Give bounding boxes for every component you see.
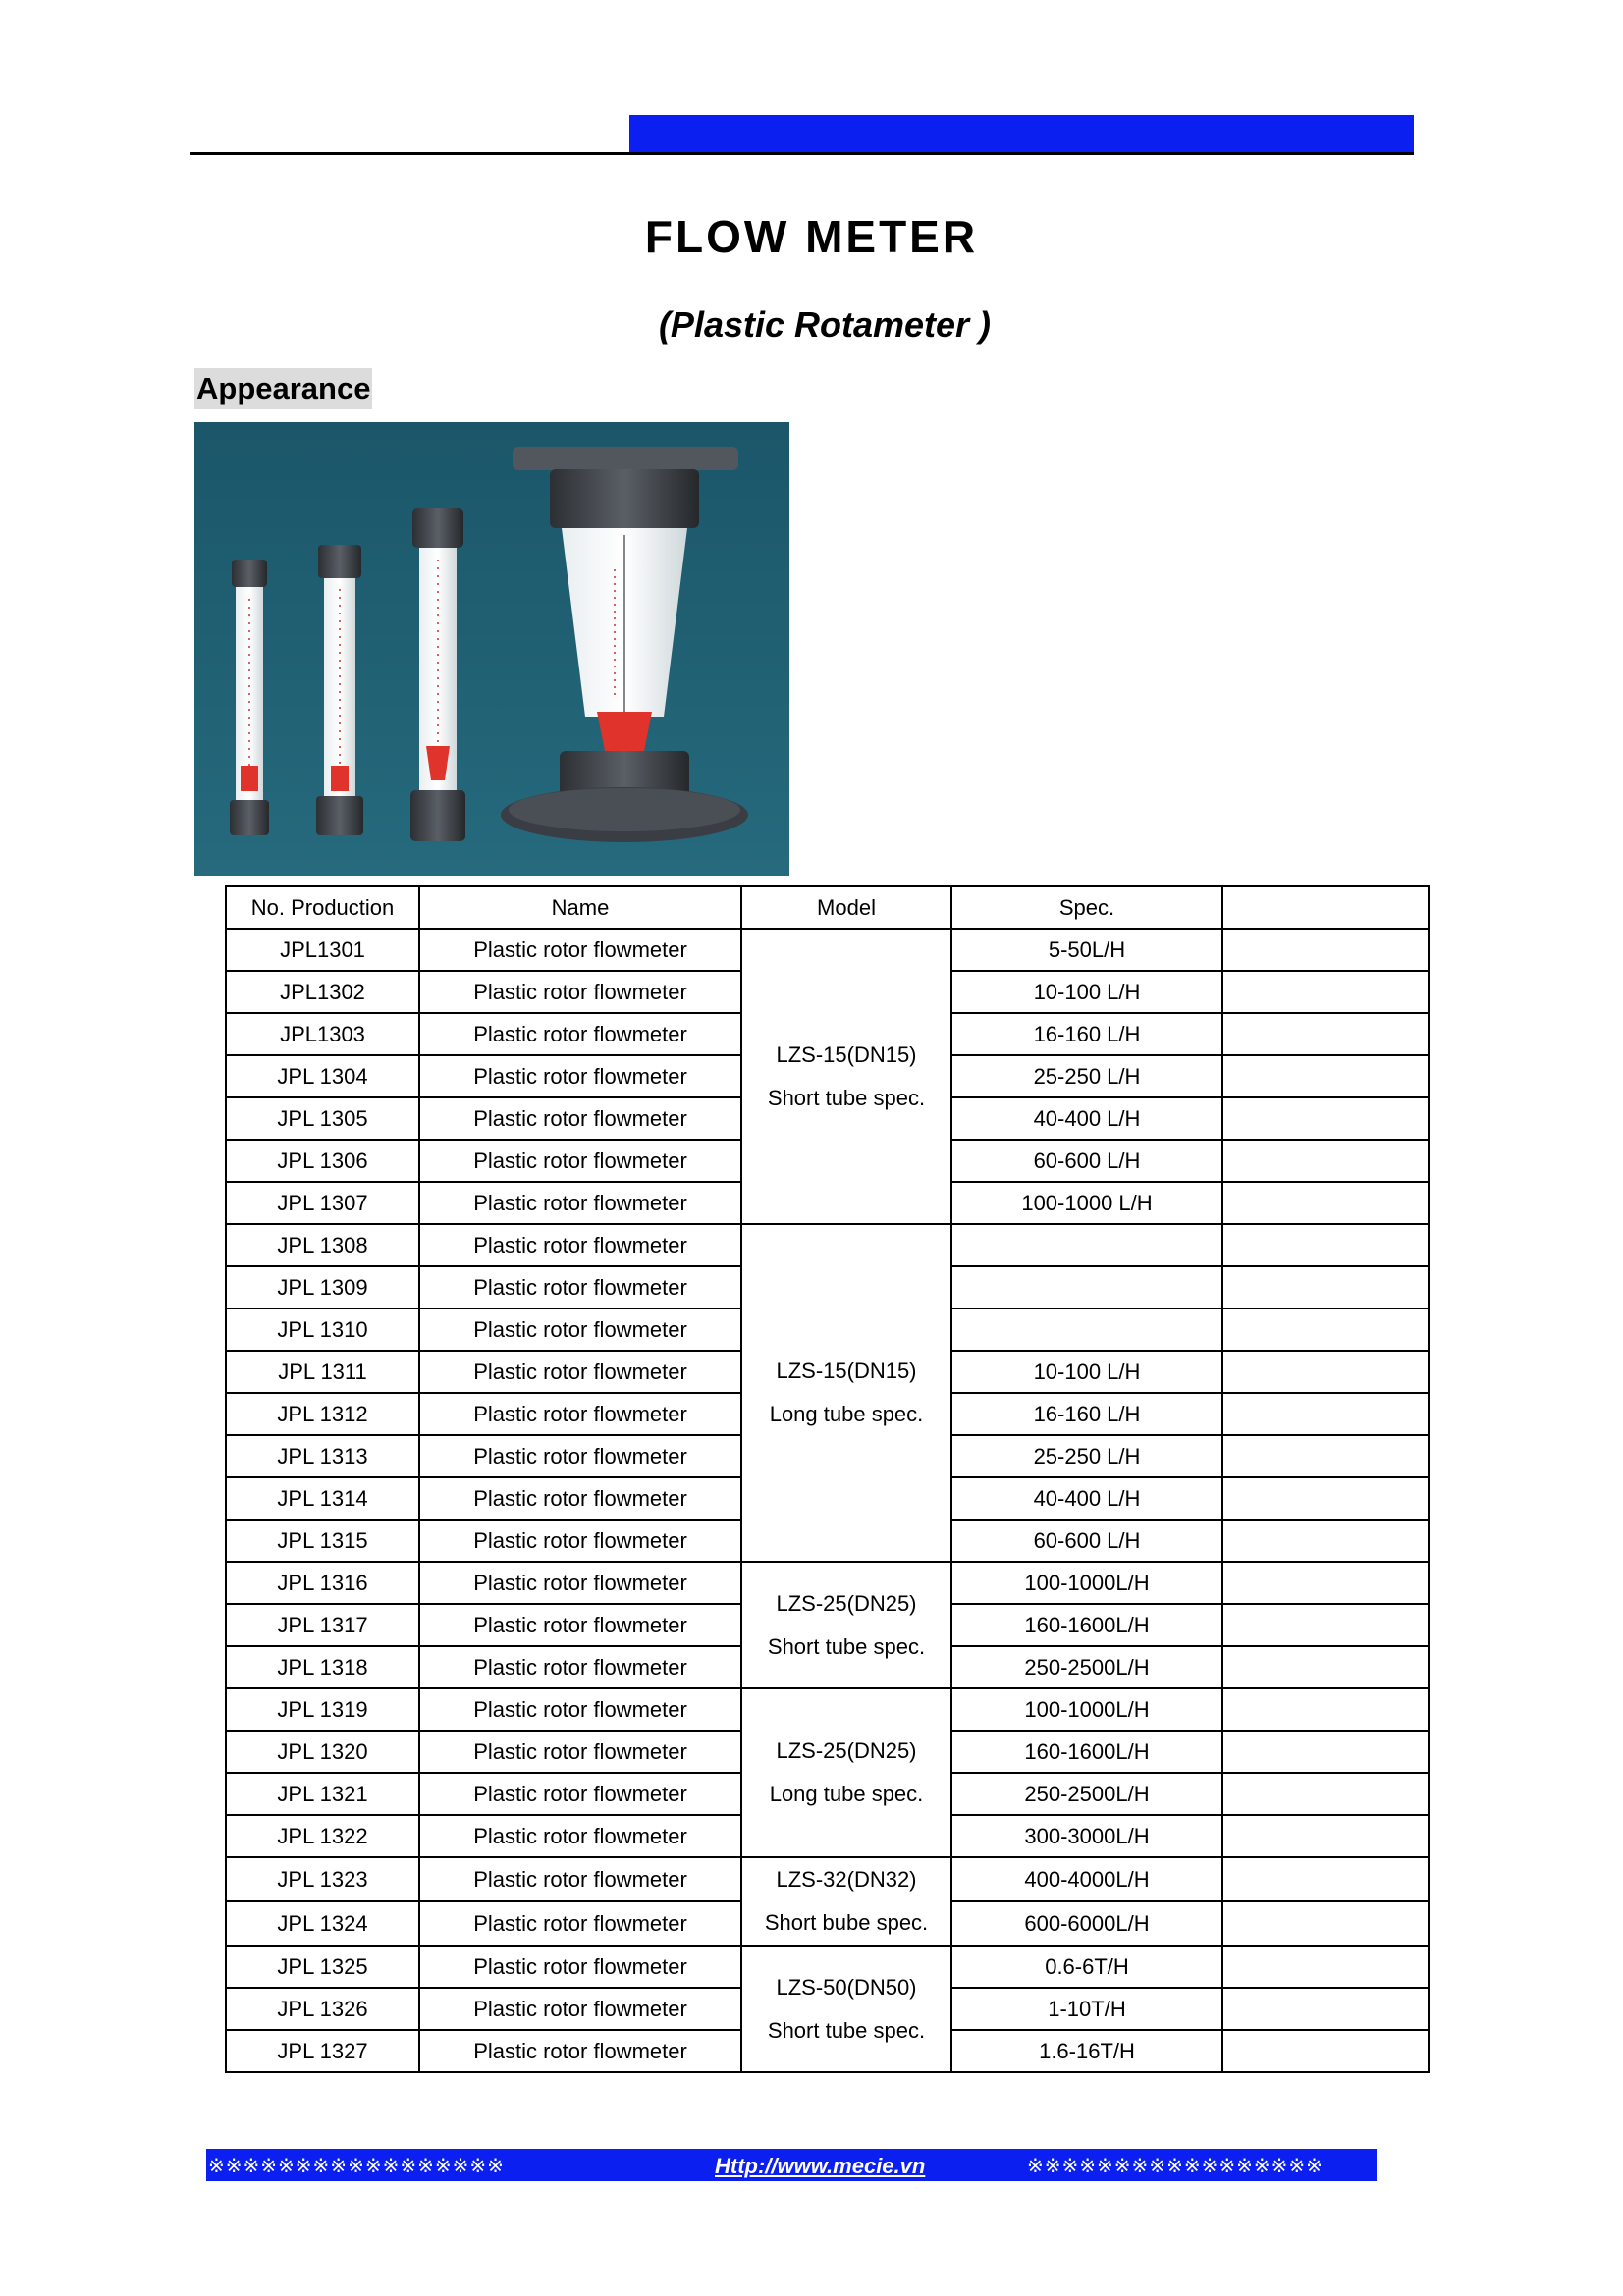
cell-production-no: JPL 1312 (226, 1393, 419, 1435)
cell-spec: 60-600 L/H (951, 1520, 1222, 1562)
cell-production-no: JPL1301 (226, 929, 419, 971)
model-tube-spec: Long tube spec. (769, 1402, 924, 1426)
cell-production-no: JPL 1307 (226, 1182, 419, 1224)
header-rule (190, 152, 1414, 155)
cell-blank (1222, 1520, 1429, 1562)
cell-blank (1222, 1946, 1429, 1988)
cell-blank (1222, 1393, 1429, 1435)
cell-production-no: JPL 1308 (226, 1224, 419, 1266)
cell-production-no: JPL 1316 (226, 1562, 419, 1604)
cell-name: Plastic rotor flowmeter (419, 1731, 741, 1773)
model-tube-spec: Short tube spec. (767, 1085, 926, 1110)
cell-spec: 100-1000L/H (951, 1562, 1222, 1604)
column-header-spec: Spec. (951, 886, 1222, 929)
cell-model (741, 1946, 951, 2072)
cell-spec: 300-3000L/H (951, 1815, 1222, 1857)
cell-name: Plastic rotor flowmeter (419, 1266, 741, 1308)
cell-name: Plastic rotor flowmeter (419, 2030, 741, 2072)
cell-blank (1222, 1435, 1429, 1477)
cell-blank (1222, 1351, 1429, 1393)
cell-name: Plastic rotor flowmeter (419, 1308, 741, 1351)
cell-blank (1222, 1182, 1429, 1224)
cell-name: Plastic rotor flowmeter (419, 1901, 741, 1946)
cell-name: Plastic rotor flowmeter (419, 1562, 741, 1604)
section-heading-appearance: Appearance (194, 368, 372, 409)
cell-blank (1222, 1773, 1429, 1815)
cell-production-no: JPL1302 (226, 971, 419, 1013)
cell-spec: 10-100 L/H (951, 971, 1222, 1013)
cell-spec: 5-50L/H (951, 929, 1222, 971)
cell-model (741, 1688, 951, 1857)
cell-name: Plastic rotor flowmeter (419, 1520, 741, 1562)
cell-production-no: JPL 1314 (226, 1477, 419, 1520)
table-row (226, 1946, 1429, 1988)
cell-name: Plastic rotor flowmeter (419, 1435, 741, 1477)
footer-bar (206, 2149, 1377, 2181)
cell-blank (1222, 1266, 1429, 1308)
cell-spec: 250-2500L/H (951, 1773, 1222, 1815)
cell-spec: 160-1600L/H (951, 1731, 1222, 1773)
cell-blank (1222, 1013, 1429, 1055)
cell-production-no: JPL 1326 (226, 1988, 419, 2030)
cell-name: Plastic rotor flowmeter (419, 929, 741, 971)
cell-production-no: JPL 1327 (226, 2030, 419, 2072)
column-header-model: Model (741, 886, 951, 929)
model-code: LZS-15(DN15) (776, 1041, 917, 1067)
cell-spec: 600-6000L/H (951, 1901, 1222, 1946)
column-header-blank (1222, 886, 1429, 929)
cell-production-no: JPL 1320 (226, 1731, 419, 1773)
cell-name: Plastic rotor flowmeter (419, 1646, 741, 1688)
cell-name: Plastic rotor flowmeter (419, 1224, 741, 1266)
cell-blank (1222, 1688, 1429, 1731)
cell-production-no: JPL 1315 (226, 1520, 419, 1562)
model-tube-spec: Long tube spec. (769, 1782, 924, 1806)
table-row (226, 1562, 1429, 1604)
cell-production-no: JPL1303 (226, 1013, 419, 1055)
cell-production-no: JPL 1322 (226, 1815, 419, 1857)
cell-spec (951, 1224, 1222, 1266)
model-code: LZS-50(DN50) (776, 1974, 917, 2000)
page-title: FLOW METER (644, 211, 979, 262)
cell-blank (1222, 1901, 1429, 1946)
cell-production-no: JPL 1323 (226, 1857, 419, 1901)
table-header-row (226, 886, 1429, 929)
cell-name: Plastic rotor flowmeter (419, 1688, 741, 1731)
cell-model (741, 1562, 951, 1688)
cell-model (741, 929, 951, 1224)
cell-blank (1222, 1477, 1429, 1520)
cell-blank (1222, 1097, 1429, 1140)
table-row (226, 929, 1429, 971)
cell-production-no: JPL 1311 (226, 1351, 419, 1393)
cell-spec (951, 1308, 1222, 1351)
cell-name: Plastic rotor flowmeter (419, 971, 741, 1013)
cell-blank (1222, 929, 1429, 971)
cell-production-no: JPL 1325 (226, 1946, 419, 1988)
cell-blank (1222, 971, 1429, 1013)
cell-production-no: JPL 1321 (226, 1773, 419, 1815)
product-table (225, 885, 1430, 2073)
model-code: LZS-25(DN25) (776, 1590, 917, 1616)
cell-name: Plastic rotor flowmeter (419, 1097, 741, 1140)
cell-blank (1222, 1224, 1429, 1266)
cell-production-no: JPL 1306 (226, 1140, 419, 1182)
cell-spec: 60-600 L/H (951, 1140, 1222, 1182)
footer-stars-right: ※※※※※※※※※※※※※※※※※ (1027, 2156, 1324, 2177)
cell-production-no: JPL 1310 (226, 1308, 419, 1351)
cell-name: Plastic rotor flowmeter (419, 1140, 741, 1182)
page-subtitle: (Plastic Rotameter ) (658, 304, 992, 345)
cell-name: Plastic rotor flowmeter (419, 1477, 741, 1520)
model-tube-spec: Short tube spec. (767, 1633, 926, 1659)
column-header-name: Name (419, 886, 741, 929)
cell-production-no: JPL 1318 (226, 1646, 419, 1688)
cell-production-no: JPL 1304 (226, 1055, 419, 1097)
cell-spec: 25-250 L/H (951, 1055, 1222, 1097)
model-code: LZS-32(DN32) (776, 1867, 917, 1892)
cell-spec: 16-160 L/H (951, 1393, 1222, 1435)
table-row (226, 1857, 1429, 1901)
cell-name: Plastic rotor flowmeter (419, 1013, 741, 1055)
cell-spec: 100-1000L/H (951, 1688, 1222, 1731)
cell-name: Plastic rotor flowmeter (419, 1773, 741, 1815)
cell-production-no: JPL 1319 (226, 1688, 419, 1731)
cell-model (741, 1857, 951, 1946)
cell-production-no: JPL 1305 (226, 1097, 419, 1140)
cell-spec: 100-1000 L/H (951, 1182, 1222, 1224)
cell-name: Plastic rotor flowmeter (419, 1393, 741, 1435)
cell-spec: 400-4000L/H (951, 1857, 1222, 1901)
cell-name: Plastic rotor flowmeter (419, 1946, 741, 1988)
cell-blank (1222, 1055, 1429, 1097)
footer-stars-left: ※※※※※※※※※※※※※※※※※ (208, 2156, 505, 2177)
model-tube-spec: Short tube spec. (767, 2017, 926, 2043)
cell-spec: 1-10T/H (951, 1988, 1222, 2030)
cell-blank (1222, 1140, 1429, 1182)
model-code: LZS-15(DN15) (776, 1359, 917, 1383)
cell-spec: 25-250 L/H (951, 1435, 1222, 1477)
cell-blank (1222, 1604, 1429, 1646)
cell-name: Plastic rotor flowmeter (419, 1055, 741, 1097)
cell-spec: 250-2500L/H (951, 1646, 1222, 1688)
cell-name: Plastic rotor flowmeter (419, 1857, 741, 1901)
table-row (226, 1688, 1429, 1731)
model-tube-spec: Short bube spec. (764, 1910, 929, 1935)
cell-blank (1222, 1815, 1429, 1857)
header-accent-bar (629, 115, 1414, 152)
cell-blank (1222, 1988, 1429, 2030)
cell-blank (1222, 1857, 1429, 1901)
cell-spec: 40-400 L/H (951, 1097, 1222, 1140)
cell-spec (951, 1266, 1222, 1308)
cell-spec: 1.6-16T/H (951, 2030, 1222, 2072)
model-code: LZS-25(DN25) (776, 1738, 917, 1763)
cell-spec: 160-1600L/H (951, 1604, 1222, 1646)
meter-small-1 (230, 560, 269, 835)
footer-website-link[interactable]: Http://www.mecie.vn (715, 2154, 926, 2178)
cell-production-no: JPL 1309 (226, 1266, 419, 1308)
cell-name: Plastic rotor flowmeter (419, 1351, 741, 1393)
cell-spec: 0.6-6T/H (951, 1946, 1222, 1988)
cell-name: Plastic rotor flowmeter (419, 1182, 741, 1224)
cell-blank (1222, 1646, 1429, 1688)
cell-spec: 16-160 L/H (951, 1013, 1222, 1055)
cell-blank (1222, 1308, 1429, 1351)
product-photo (194, 422, 789, 876)
cell-model (741, 1224, 951, 1562)
cell-production-no: JPL 1324 (226, 1901, 419, 1946)
cell-name: Plastic rotor flowmeter (419, 1988, 741, 2030)
cell-name: Plastic rotor flowmeter (419, 1815, 741, 1857)
cell-production-no: JPL 1313 (226, 1435, 419, 1477)
table-row (226, 1224, 1429, 1266)
column-header-production: No. Production (226, 886, 419, 929)
cell-spec: 10-100 L/H (951, 1351, 1222, 1393)
cell-blank (1222, 1562, 1429, 1604)
cell-spec: 40-400 L/H (951, 1477, 1222, 1520)
cell-blank (1222, 2030, 1429, 2072)
cell-production-no: JPL 1317 (226, 1604, 419, 1646)
cell-name: Plastic rotor flowmeter (419, 1604, 741, 1646)
cell-blank (1222, 1731, 1429, 1773)
